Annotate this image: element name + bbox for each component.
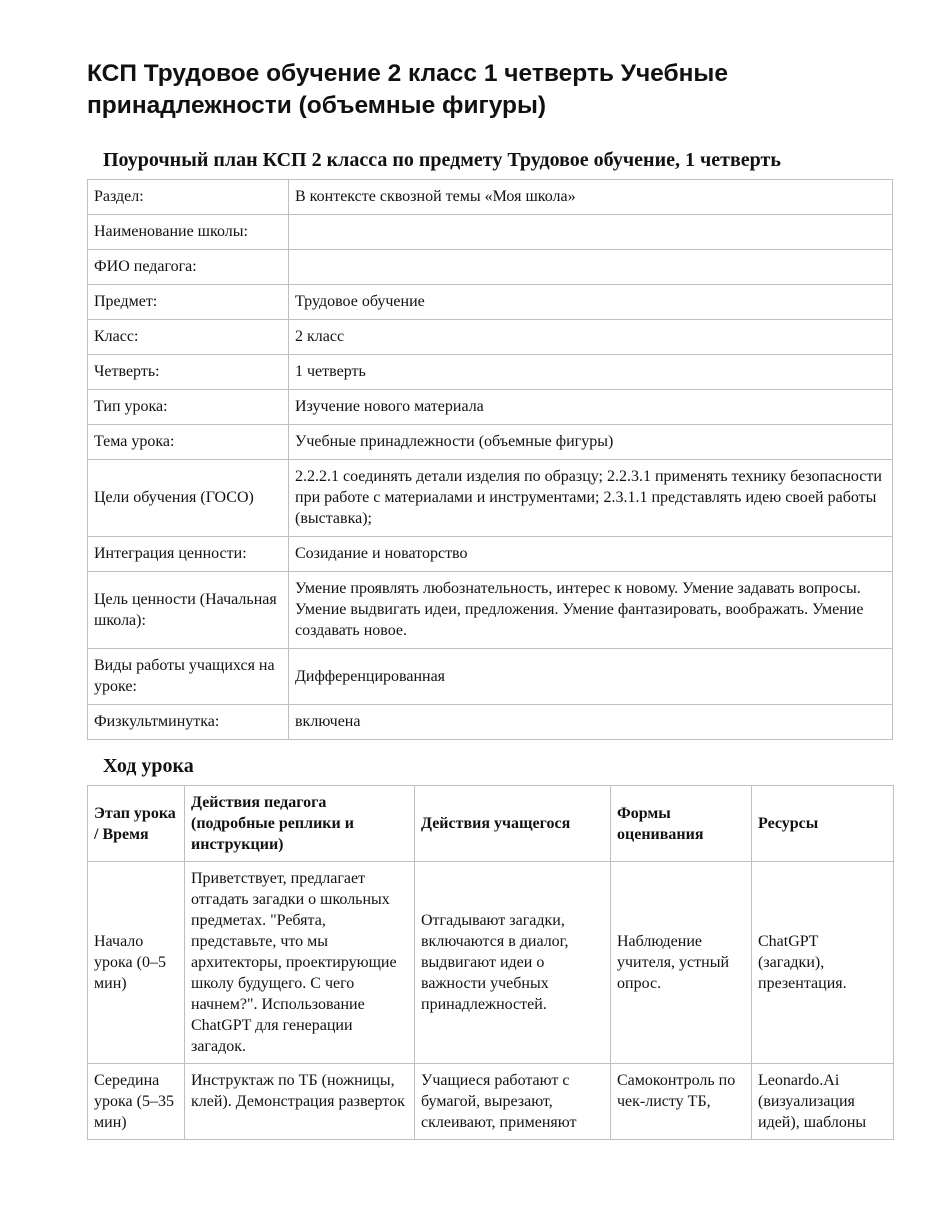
column-header-teacher-actions: Действия педагога (подробные реплики и инструкции)	[185, 786, 415, 862]
info-label: Предмет:	[88, 285, 289, 320]
info-value: Учебные принадлежности (объемные фигуры)	[289, 425, 893, 460]
lesson-flow-heading: Ход урока	[103, 755, 194, 777]
info-value: включена	[289, 705, 893, 740]
lesson-info-table	[87, 179, 893, 740]
column-header-stage: Этап урока / Время	[88, 786, 185, 862]
info-label: ФИО педагога:	[88, 250, 289, 285]
assessment-cell: Наблюдение учителя, устный опрос.	[611, 862, 752, 1064]
lesson-row-middle	[88, 1064, 894, 1140]
resources-cell: Leonardo.Ai (визуализация идей), шаблоны	[752, 1064, 894, 1140]
stage-cell: Середина урока (5–35 мин)	[88, 1064, 185, 1140]
info-value: 2 класс	[289, 320, 893, 355]
info-row-value-integration	[88, 537, 893, 572]
info-row-work-types	[88, 649, 893, 705]
info-value: Изучение нового материала	[289, 390, 893, 425]
teacher-actions-cell: Приветствует, предлагает отгадать загадки о школьных предметах. "Ребята, представьте, что мы архитекторы, проектирующие школу будущего. С чего начнем?". Использование ChatGPT для генерации загадок.	[185, 862, 415, 1064]
info-value: Созидание и новаторство	[289, 537, 893, 572]
info-row-school	[88, 215, 893, 250]
info-row-exercise-break	[88, 705, 893, 740]
info-value: Умение проявлять любознательность, интерес к новому. Умение задавать вопросы. Умение выдвигать идеи, предложения. Умение фантазировать, воображать. Умение создавать новое.	[289, 572, 893, 649]
info-value: В контексте сквозной темы «Моя школа»	[289, 180, 893, 215]
info-label: Интеграция ценности:	[88, 537, 289, 572]
info-row-lesson-type	[88, 390, 893, 425]
info-label: Тип урока:	[88, 390, 289, 425]
info-value: 1 четверть	[289, 355, 893, 390]
info-label: Раздел:	[88, 180, 289, 215]
lesson-row-start	[88, 862, 894, 1064]
info-row-subject	[88, 285, 893, 320]
info-row-value-goal	[88, 572, 893, 649]
info-row-goals	[88, 460, 893, 537]
info-label: Цель ценности (Начальная школа):	[88, 572, 289, 649]
plan-heading: Поурочный план КСП 2 класса по предмету Трудовое обучение, 1 четверть	[103, 149, 781, 171]
info-label: Четверть:	[88, 355, 289, 390]
document-title: КСП Трудовое обучение 2 класс 1 четверть Учебные принадлежности (объемные фигуры)	[87, 60, 728, 119]
column-header-student-actions: Действия учащегося	[415, 786, 611, 862]
info-label: Физкультминутка:	[88, 705, 289, 740]
assessment-cell: Самоконтроль по чек-листу ТБ,	[611, 1064, 752, 1140]
info-row-quarter	[88, 355, 893, 390]
info-value	[289, 215, 893, 250]
info-label: Цели обучения (ГОСО)	[88, 460, 289, 537]
info-label: Тема урока:	[88, 425, 289, 460]
info-value: 2.2.2.1 соединять детали изделия по образцу; 2.2.3.1 применять технику безопасности при работе с материалами и инструментами; 2.3.1.1 представлять идею своей работы (выставка);	[289, 460, 893, 537]
info-value: Дифференцированная	[289, 649, 893, 705]
resources-cell: ChatGPT (загадки), презентация.	[752, 862, 894, 1064]
student-actions-cell: Учащиеся работают с бумагой, вырезают, склеивают, применяют	[415, 1064, 611, 1140]
lesson-header-row	[88, 786, 894, 862]
lesson-flow-table	[87, 785, 894, 1140]
info-row-grade	[88, 320, 893, 355]
info-label: Виды работы учащихся на уроке:	[88, 649, 289, 705]
info-label: Класс:	[88, 320, 289, 355]
column-header-resources: Ресурсы	[752, 786, 894, 862]
info-row-topic	[88, 425, 893, 460]
student-actions-cell: Отгадывают загадки, включаются в диалог, выдвигают идеи о важности учебных принадлежностей.	[415, 862, 611, 1064]
info-value	[289, 250, 893, 285]
column-header-assessment: Формы оценивания	[611, 786, 752, 862]
info-row-section	[88, 180, 893, 215]
info-value: Трудовое обучение	[289, 285, 893, 320]
stage-cell: Начало урока (0–5 мин)	[88, 862, 185, 1064]
info-label: Наименование школы:	[88, 215, 289, 250]
info-row-teacher	[88, 250, 893, 285]
teacher-actions-cell: Инструктаж по ТБ (ножницы, клей). Демонстрация разверток	[185, 1064, 415, 1140]
